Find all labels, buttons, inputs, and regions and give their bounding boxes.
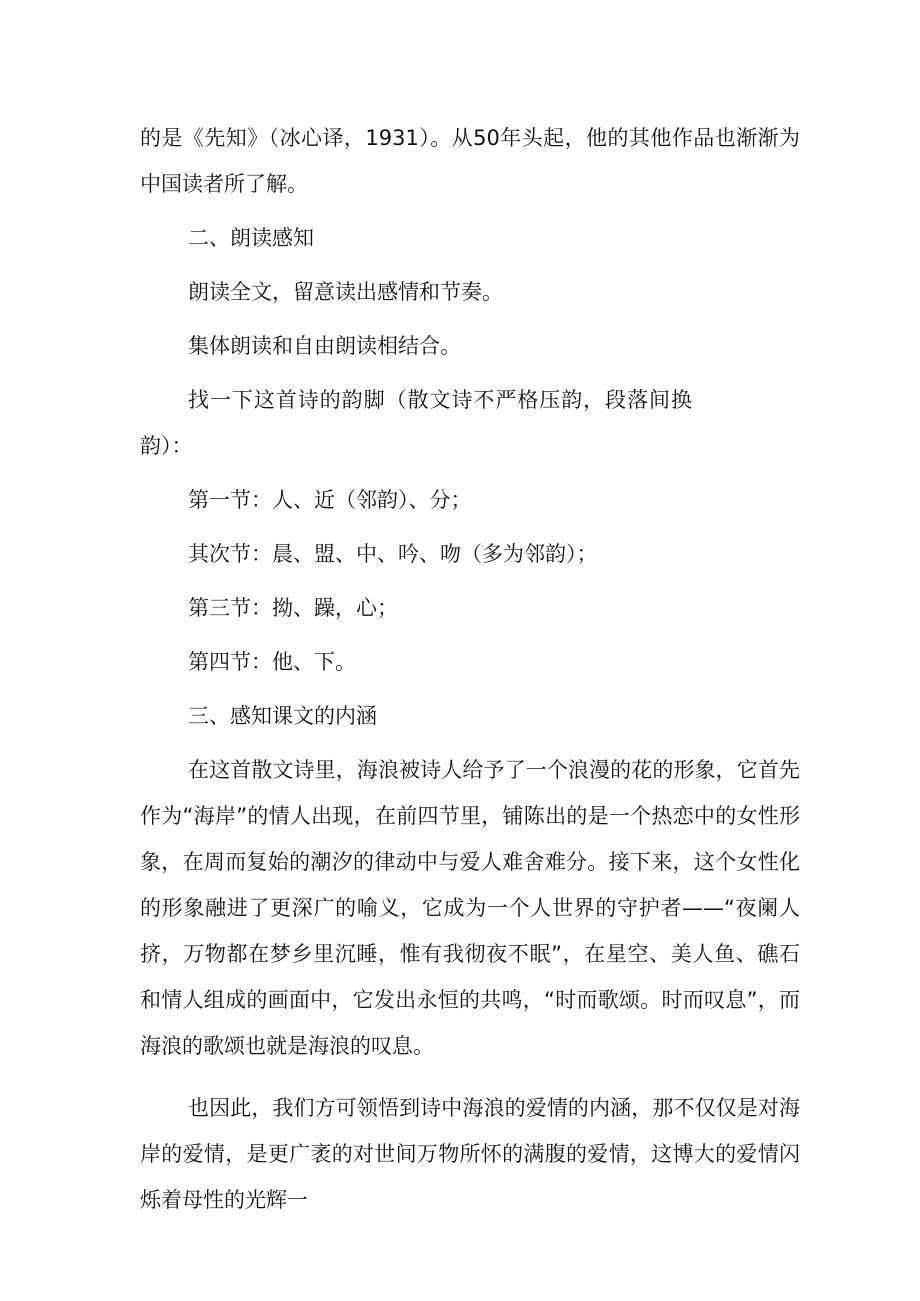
paragraph: 找一下这首诗的韵脚（散文诗不严格压韵，段落间换韵）： <box>140 388 692 458</box>
rhyme-list-item: 其次节：晨、盟、中、吟、吻（多为邻韵）； <box>188 542 598 566</box>
paragraph: 在这首散文诗里，海浪被诗人给予了一个浪漫的花的形象，它首先作为“海岸”的情人出现，在前四节里，铺陈出的是一个热恋中的女性形象，在周而复始的潮汐的律动中与爱人难舍难分。接下来，这个女性化的形象融进了更深广的喻义，它成为一个人世界的守护者——“夜阑人挤，万物都在梦乡里沉睡，惟有我彻夜不眠”，在星空、美人鱼、礁石和情人组成的画面中，它发出永恒的共鸣，“时而歌颂。时而叹息”，而海浪的歌颂也就是海浪的叹息。 <box>140 758 800 1058</box>
section-heading-meaning: 三、感知课文的内涵 <box>188 704 377 728</box>
rhyme-list-item: 第三节：拗、躁，心； <box>188 596 398 620</box>
section-heading-reading: 二、朗读感知 <box>188 226 314 250</box>
paragraph: 朗读全文，留意读出感情和节奏。 <box>188 280 503 304</box>
paragraph: 也因此，我们方可领悟到诗中海浪的爱情的内涵，那不仅仅是对海岸的爱情，是更广袤的对世间万物所怀的满腹的爱情，这博大的爱情闪烁着母性的光辉一 <box>140 1096 800 1212</box>
document-body <box>140 115 800 1223</box>
paragraph: 集体朗读和自由朗读相结合。 <box>188 334 461 358</box>
rhyme-list-item: 第一节：人、近（邻韵）、分； <box>188 488 472 512</box>
rhyme-list-item: 第四节：他、下。 <box>188 650 356 674</box>
paragraph-continuation: 的是《先知》（冰心译，1931）。从50年头起，他的其他作品也渐渐为中国读者所了解。 <box>140 126 800 196</box>
